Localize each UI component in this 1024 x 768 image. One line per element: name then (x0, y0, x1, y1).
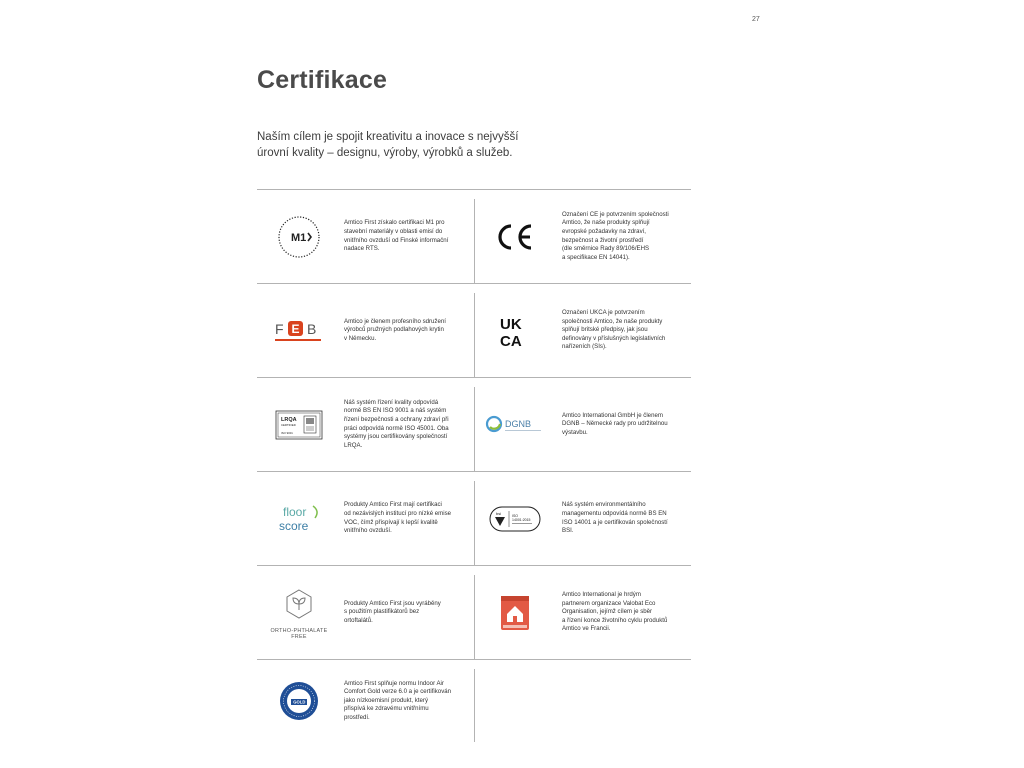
certification-item-valobat (475, 566, 691, 659)
certification-item-feb (257, 284, 474, 377)
description-line: a specifikace EN 14041). (562, 253, 630, 261)
svg-text:B: B (307, 320, 317, 337)
valobat-house-icon (475, 566, 555, 659)
description-line: VOC, čímž přispívají k lepší kvalitě (344, 518, 438, 526)
description-line: definovány v příslušných legislativních (562, 334, 666, 342)
lrqa-iso-badge-icon (257, 378, 341, 471)
bsi-kitemark-badge-icon (475, 472, 555, 565)
description-line: nařízeních (SIs). (562, 343, 607, 351)
floorscore-logo-line: score (279, 518, 309, 533)
iac-logo-text: GOLD (293, 699, 306, 705)
description-line: Amtico ve Francii. (562, 625, 611, 633)
description-line: partnerem organizace Valobat Eco (562, 599, 656, 607)
certification-description (344, 566, 468, 659)
description-line: Amtico je členem profesního sdružení (344, 317, 446, 325)
description-line: normě BS EN ISO 9001 a náš systém (344, 407, 447, 415)
description-line: vnitřního ovzduší od Finské informační (344, 236, 449, 244)
description-line: (dle směrnice Rady 89/106/EHS (562, 245, 650, 253)
certification-description (344, 378, 468, 471)
description-line: výstavbu. (562, 428, 588, 436)
description-line: Produkty Amtico First mají certifikaci (344, 501, 442, 509)
ukca-logo-line: UK (500, 315, 522, 333)
ce-mark-icon (475, 190, 555, 283)
certification-description (562, 190, 685, 283)
m1-emission-class-seal-icon (257, 190, 341, 283)
description-line: od nezávislých institucí pro nízké emise (344, 509, 452, 517)
intro-line: Naším cílem je spojit kreativitu a inovace s nejvyšší (257, 131, 519, 143)
svg-text:E: E (291, 321, 300, 336)
dgnb-logo-text: DGNB (505, 418, 532, 429)
certification-description (344, 190, 468, 283)
description-line: jako nízkoemisní produkt, který (344, 696, 428, 704)
certification-description (344, 284, 468, 377)
bsi-logo-line: 14001:2015 (512, 517, 531, 522)
certification-row (257, 659, 691, 742)
dgnb-logo-icon (475, 378, 555, 471)
certification-item-indoor-air-comfort (257, 660, 474, 742)
floorscore-logo-icon (257, 472, 341, 565)
description-line: Amtico, že naše produkty splňují (562, 219, 650, 227)
ortho-phthalate-free-caption (257, 628, 341, 640)
description-line: DGNB – Německé rady pro udržitelnou (562, 420, 668, 428)
lrqa-logo-line: LRQA (281, 416, 297, 423)
description-line: Organisation, jejímž cílem je sběr (562, 608, 653, 616)
description-line: stavební materiály v oblasti emisí do (344, 227, 443, 235)
description-line: Náš systém řízení kvality odpovídá (344, 398, 439, 406)
description-line: s použitím plastifikátorů bez (344, 608, 420, 616)
m1-logo-text: M1 (291, 231, 307, 244)
description-line: vnitřního ovzduší. (344, 527, 392, 535)
description-line: práci odpovídá normě ISO 45001. Oba (344, 424, 449, 432)
description-line: evropské požadavky na zdraví, (562, 227, 647, 235)
description-line: bezpečnost a životní prostředí (562, 236, 644, 244)
certification-description (562, 566, 685, 659)
description-line: BSI. (562, 527, 574, 535)
description-line: v Německu. (344, 334, 377, 342)
certification-grid (257, 189, 691, 742)
caption-line: FREE (291, 634, 307, 640)
description-line: ISO 14001 a je certifikován společností (562, 518, 668, 526)
description-line: Amtico International je hrdým (562, 591, 641, 599)
bsi-logo-line: ISO (512, 513, 519, 518)
description-line: nadace RTS. (344, 245, 380, 253)
certification-item-m1 (257, 190, 474, 283)
certification-description (562, 284, 685, 377)
certification-description (562, 378, 685, 471)
ortho-phthalate-free-icon (257, 566, 341, 659)
description-line: Comfort Gold verze 6.0 a je certifikován (344, 688, 452, 696)
caption-line: ORTHO-PHTHALATE (270, 628, 328, 634)
indoor-air-comfort-gold-seal-icon (257, 660, 341, 742)
lrqa-logo-line: ISO 9001 (281, 430, 293, 435)
certification-item-floorscore (257, 472, 474, 565)
certification-item-bsi (475, 472, 691, 565)
bsi-logo-line: bsi (496, 510, 502, 516)
description-line: řízení bezpečnosti a ochrany zdraví při (344, 415, 449, 423)
page-title: Certifikace (257, 66, 388, 94)
description-line: LRQA. (344, 441, 363, 449)
certification-item-ukca (475, 284, 691, 377)
ukca-logo-line: CA (500, 332, 522, 349)
description-line: Amtico First splňuje normu Indoor Air (344, 679, 444, 687)
description-line: Produkty Amtico First jsou vyráběny (344, 599, 441, 607)
intro-paragraph (257, 129, 518, 161)
description-line: Amtico First získalo certifikaci M1 pro (344, 219, 445, 227)
description-line: splňují britské předpisy, jak jsou (562, 326, 648, 334)
ukca-mark-icon (475, 284, 555, 377)
certification-row (257, 565, 691, 659)
svg-text:F: F (275, 320, 284, 337)
description-line: Náš systém environmentálního (562, 501, 646, 509)
page-number: 27 (752, 16, 760, 23)
certification-description (344, 472, 468, 565)
feb-logo-icon (257, 284, 341, 377)
description-line: společnosti Amtico, že naše produkty (562, 317, 663, 325)
certification-item-dgnb (475, 378, 691, 471)
description-line: výrobců pružných podlahových krytin (344, 326, 444, 334)
floorscore-logo-line: floor (283, 504, 307, 519)
certification-item-ce (475, 190, 691, 283)
description-line: systémy jsou certifikovány společností (344, 433, 448, 441)
description-line: přispívá ke zdravému vnitřnímu (344, 705, 429, 713)
certification-row (257, 471, 691, 565)
description-line: managementu odpovídá normě BS EN (562, 509, 667, 517)
certification-row (257, 283, 691, 377)
certification-row (257, 189, 691, 283)
description-line: prostředí. (344, 713, 370, 721)
description-line: ortoftalátů. (344, 616, 373, 624)
description-line: Amtico International GmbH je členem (562, 411, 663, 419)
description-line: Označení CE je potvrzením společnosti (562, 210, 669, 218)
description-line: Označení UKCA je potvrzením (562, 309, 645, 317)
intro-line: úrovní kvality – designu, výroby, výrobků a služeb. (257, 147, 513, 159)
column-divider (474, 669, 475, 742)
certification-item-ortho-phthalate-free (257, 566, 474, 659)
description-line: a řízení konce životního cyklu produktů (562, 616, 668, 624)
certification-description (344, 660, 468, 742)
certification-row (257, 377, 691, 471)
lrqa-logo-line: CERTIFIED (281, 422, 296, 427)
certification-item-lrqa (257, 378, 474, 471)
certification-description (562, 472, 685, 565)
